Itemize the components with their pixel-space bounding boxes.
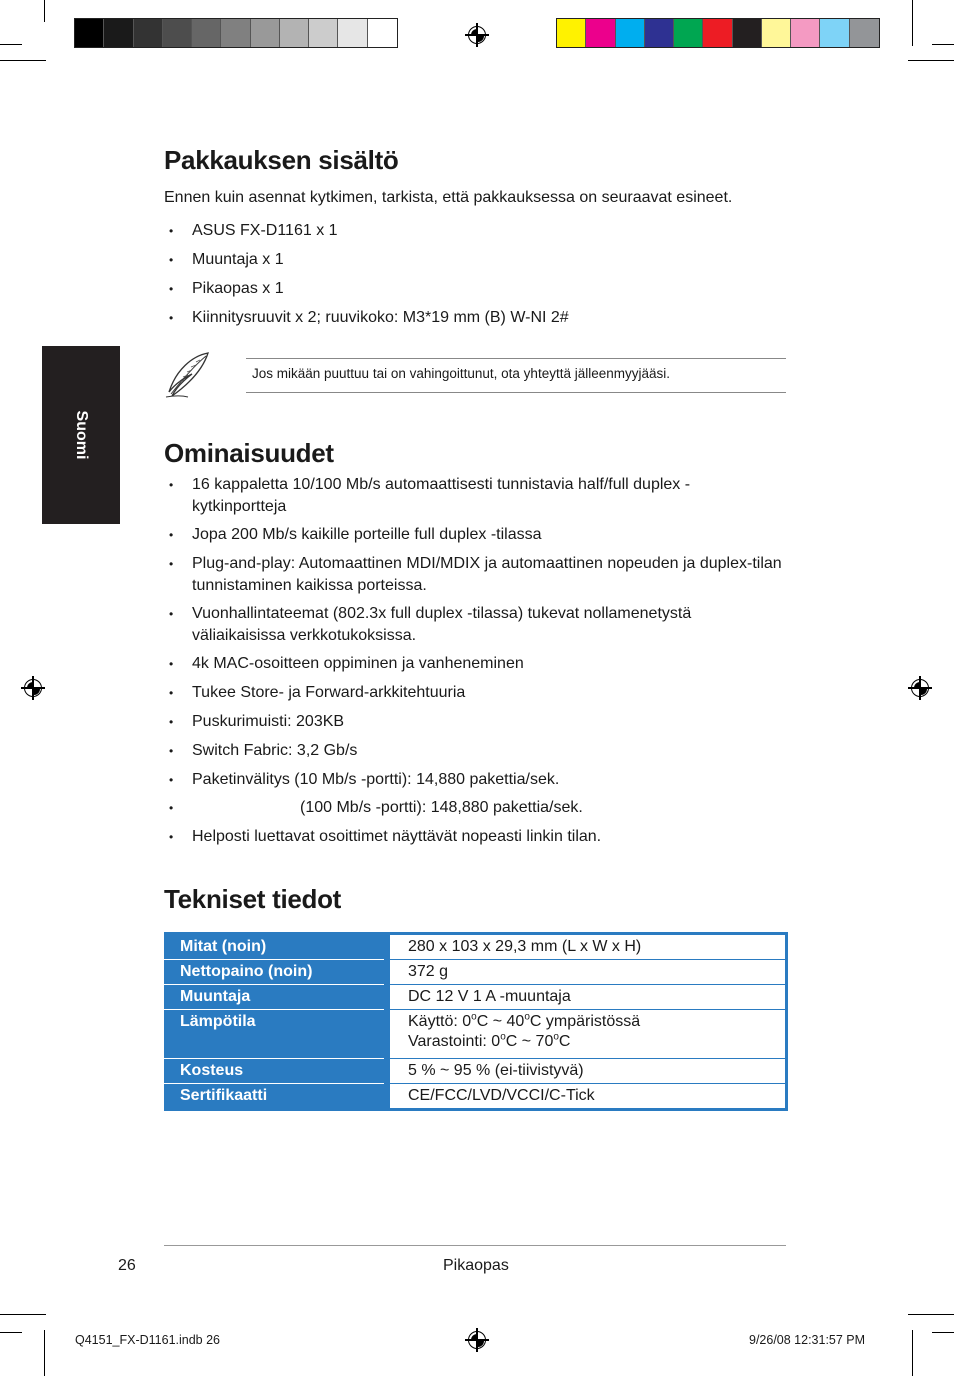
- list-item: • Plug-and-play: Automaattinen MDI/MDIX ja automaattinen nopeuden ja duplex-tilan tunnistaminen kaikissa porteissa.: [164, 553, 786, 597]
- color-swatch: [674, 19, 703, 47]
- list-item: • 4k MAC-osoitteen oppiminen ja vanheneminen: [164, 653, 794, 675]
- table-row: [164, 934, 787, 960]
- list-item: • Switch Fabric: 3,2 Gb/s: [164, 740, 794, 762]
- crop-mark: [0, 60, 46, 61]
- temperature-operating: Käyttö: 0$^o$C ~ 40$^o$C ympäristössä: [408, 1011, 641, 1030]
- color-swatch: [251, 19, 280, 47]
- table-row: [164, 960, 787, 985]
- spec-key: Muuntaja: [164, 985, 387, 1010]
- spec-table: [164, 932, 788, 1111]
- crop-mark: [908, 60, 954, 61]
- crop-mark: [0, 44, 22, 45]
- color-swatch: [762, 19, 791, 47]
- crop-mark: [912, 1330, 913, 1376]
- list-item: • Pikaopas x 1: [164, 278, 794, 300]
- note-text: Jos mikään puuttuu tai on vahingoittunut, ota yhteyttä jälleenmyyjääsi.: [252, 366, 670, 381]
- crop-mark: [0, 1314, 46, 1315]
- package-intro: Ennen kuin asennat kytkimen, tarkista, että pakkauksessa on seuraavat esineet.: [164, 189, 733, 206]
- spec-key: Sertifikaatti: [164, 1084, 387, 1110]
- crop-mark: [0, 1332, 22, 1333]
- spec-value: 280 x 103 x 29,3 mm (L x W x H): [387, 934, 787, 960]
- print-slug-date: 9/26/08 12:31:57 PM: [749, 1333, 866, 1347]
- footer-label: Pikaopas: [443, 1257, 509, 1274]
- print-slug-file: Q4151_FX-D1161.indb 26: [75, 1333, 221, 1347]
- page-number: 26: [118, 1257, 136, 1274]
- color-swatch: [192, 19, 221, 47]
- color-swatch: [820, 19, 849, 47]
- crop-mark: [908, 1314, 954, 1315]
- registration-mark-icon: [465, 1328, 489, 1352]
- spec-value: 5 % ~ 95 % (ei-tiivistyvä): [387, 1059, 787, 1084]
- color-swatch: [850, 19, 879, 47]
- features-list: [164, 474, 794, 848]
- table-row: [164, 1010, 787, 1059]
- spec-key: Mitat (noin): [164, 934, 387, 960]
- spec-value: DC 12 V 1 A -muuntaja: [387, 985, 787, 1010]
- note-quill-icon: [162, 350, 212, 400]
- color-swatch: [134, 19, 163, 47]
- registration-mark-icon: [908, 676, 932, 700]
- list-item: • Tukee Store- ja Forward-arkkitehtuuria: [164, 682, 794, 704]
- list-item: • Jopa 200 Mb/s kaikille porteille full duplex -tilassa: [164, 524, 794, 546]
- grayscale-color-bar: [74, 18, 398, 48]
- section-title-package-contents: Pakkauksen sisältö: [164, 145, 399, 175]
- color-swatch: [616, 19, 645, 47]
- color-swatch: [586, 19, 615, 47]
- note-divider: [246, 392, 786, 393]
- color-swatch: [791, 19, 820, 47]
- side-tab-label: Suomi: [73, 410, 90, 460]
- footer-divider: [164, 1245, 786, 1246]
- crop-mark: [932, 44, 954, 45]
- table-row: [164, 985, 787, 1010]
- crop-mark: [912, 0, 913, 46]
- language-side-tab: [42, 346, 120, 524]
- process-color-bar: [556, 18, 880, 48]
- crop-mark: [44, 1330, 45, 1376]
- temperature-storage: Varastointi: 0$^o$C ~ 70$^o$C: [408, 1031, 571, 1050]
- list-item: • Paketinvälitys (10 Mb/s -portti): 14,880 pakettia/sek.: [164, 769, 794, 791]
- list-item: • ASUS FX-D1161 x 1: [164, 220, 794, 242]
- spec-value-temperature: [387, 1010, 787, 1059]
- color-swatch: [645, 19, 674, 47]
- spec-key: Nettopaino (noin): [164, 960, 387, 985]
- list-item: • Puskurimuisti: 203KB: [164, 711, 794, 733]
- color-swatch: [221, 19, 250, 47]
- list-item-continuation: • (100 Mb/s -portti): 148,880 pakettia/sek.: [164, 797, 794, 819]
- color-swatch: [104, 19, 133, 47]
- package-list: [164, 220, 794, 329]
- color-swatch: [75, 19, 104, 47]
- color-swatch: [557, 19, 586, 47]
- color-swatch: [338, 19, 367, 47]
- section-title-specifications: Tekniset tiedot: [164, 884, 342, 914]
- registration-mark-icon: [21, 676, 45, 700]
- spec-value: CE/FCC/LVD/VCCI/C-Tick: [408, 1087, 595, 1104]
- color-swatch: [733, 19, 762, 47]
- note-divider: [246, 358, 786, 359]
- color-swatch: [703, 19, 732, 47]
- registration-mark-icon: [465, 23, 489, 47]
- crop-mark: [932, 1332, 954, 1333]
- color-swatch: [280, 19, 309, 47]
- spec-key: Lämpötila: [164, 1010, 387, 1059]
- color-swatch: [309, 19, 338, 47]
- table-row: [164, 1059, 787, 1084]
- list-item: • Muuntaja x 1: [164, 249, 794, 271]
- spec-value: 372 g: [387, 960, 787, 985]
- spec-key: Kosteus: [164, 1059, 387, 1084]
- list-item: • Vuonhallintateemat (802.3x full duplex -tilassa) tukevat nollamenetystä väliaikaisissa verkkotukoksissa.: [164, 603, 752, 647]
- color-swatch: [368, 19, 397, 47]
- list-item: • 16 kappaletta 10/100 Mb/s automaattisesti tunnistavia half/full duplex -kytkinportteja: [164, 474, 732, 518]
- color-swatch: [163, 19, 192, 47]
- crop-mark: [44, 0, 45, 22]
- table-row: [164, 1084, 787, 1110]
- section-title-features: Ominaisuudet: [164, 438, 334, 468]
- list-item: • Kiinnitysruuvit x 2; ruuvikoko: M3*19 mm (B) W-NI 2#: [164, 307, 794, 329]
- list-item: • Helposti luettavat osoittimet näyttävät nopeasti linkin tilan.: [164, 826, 794, 848]
